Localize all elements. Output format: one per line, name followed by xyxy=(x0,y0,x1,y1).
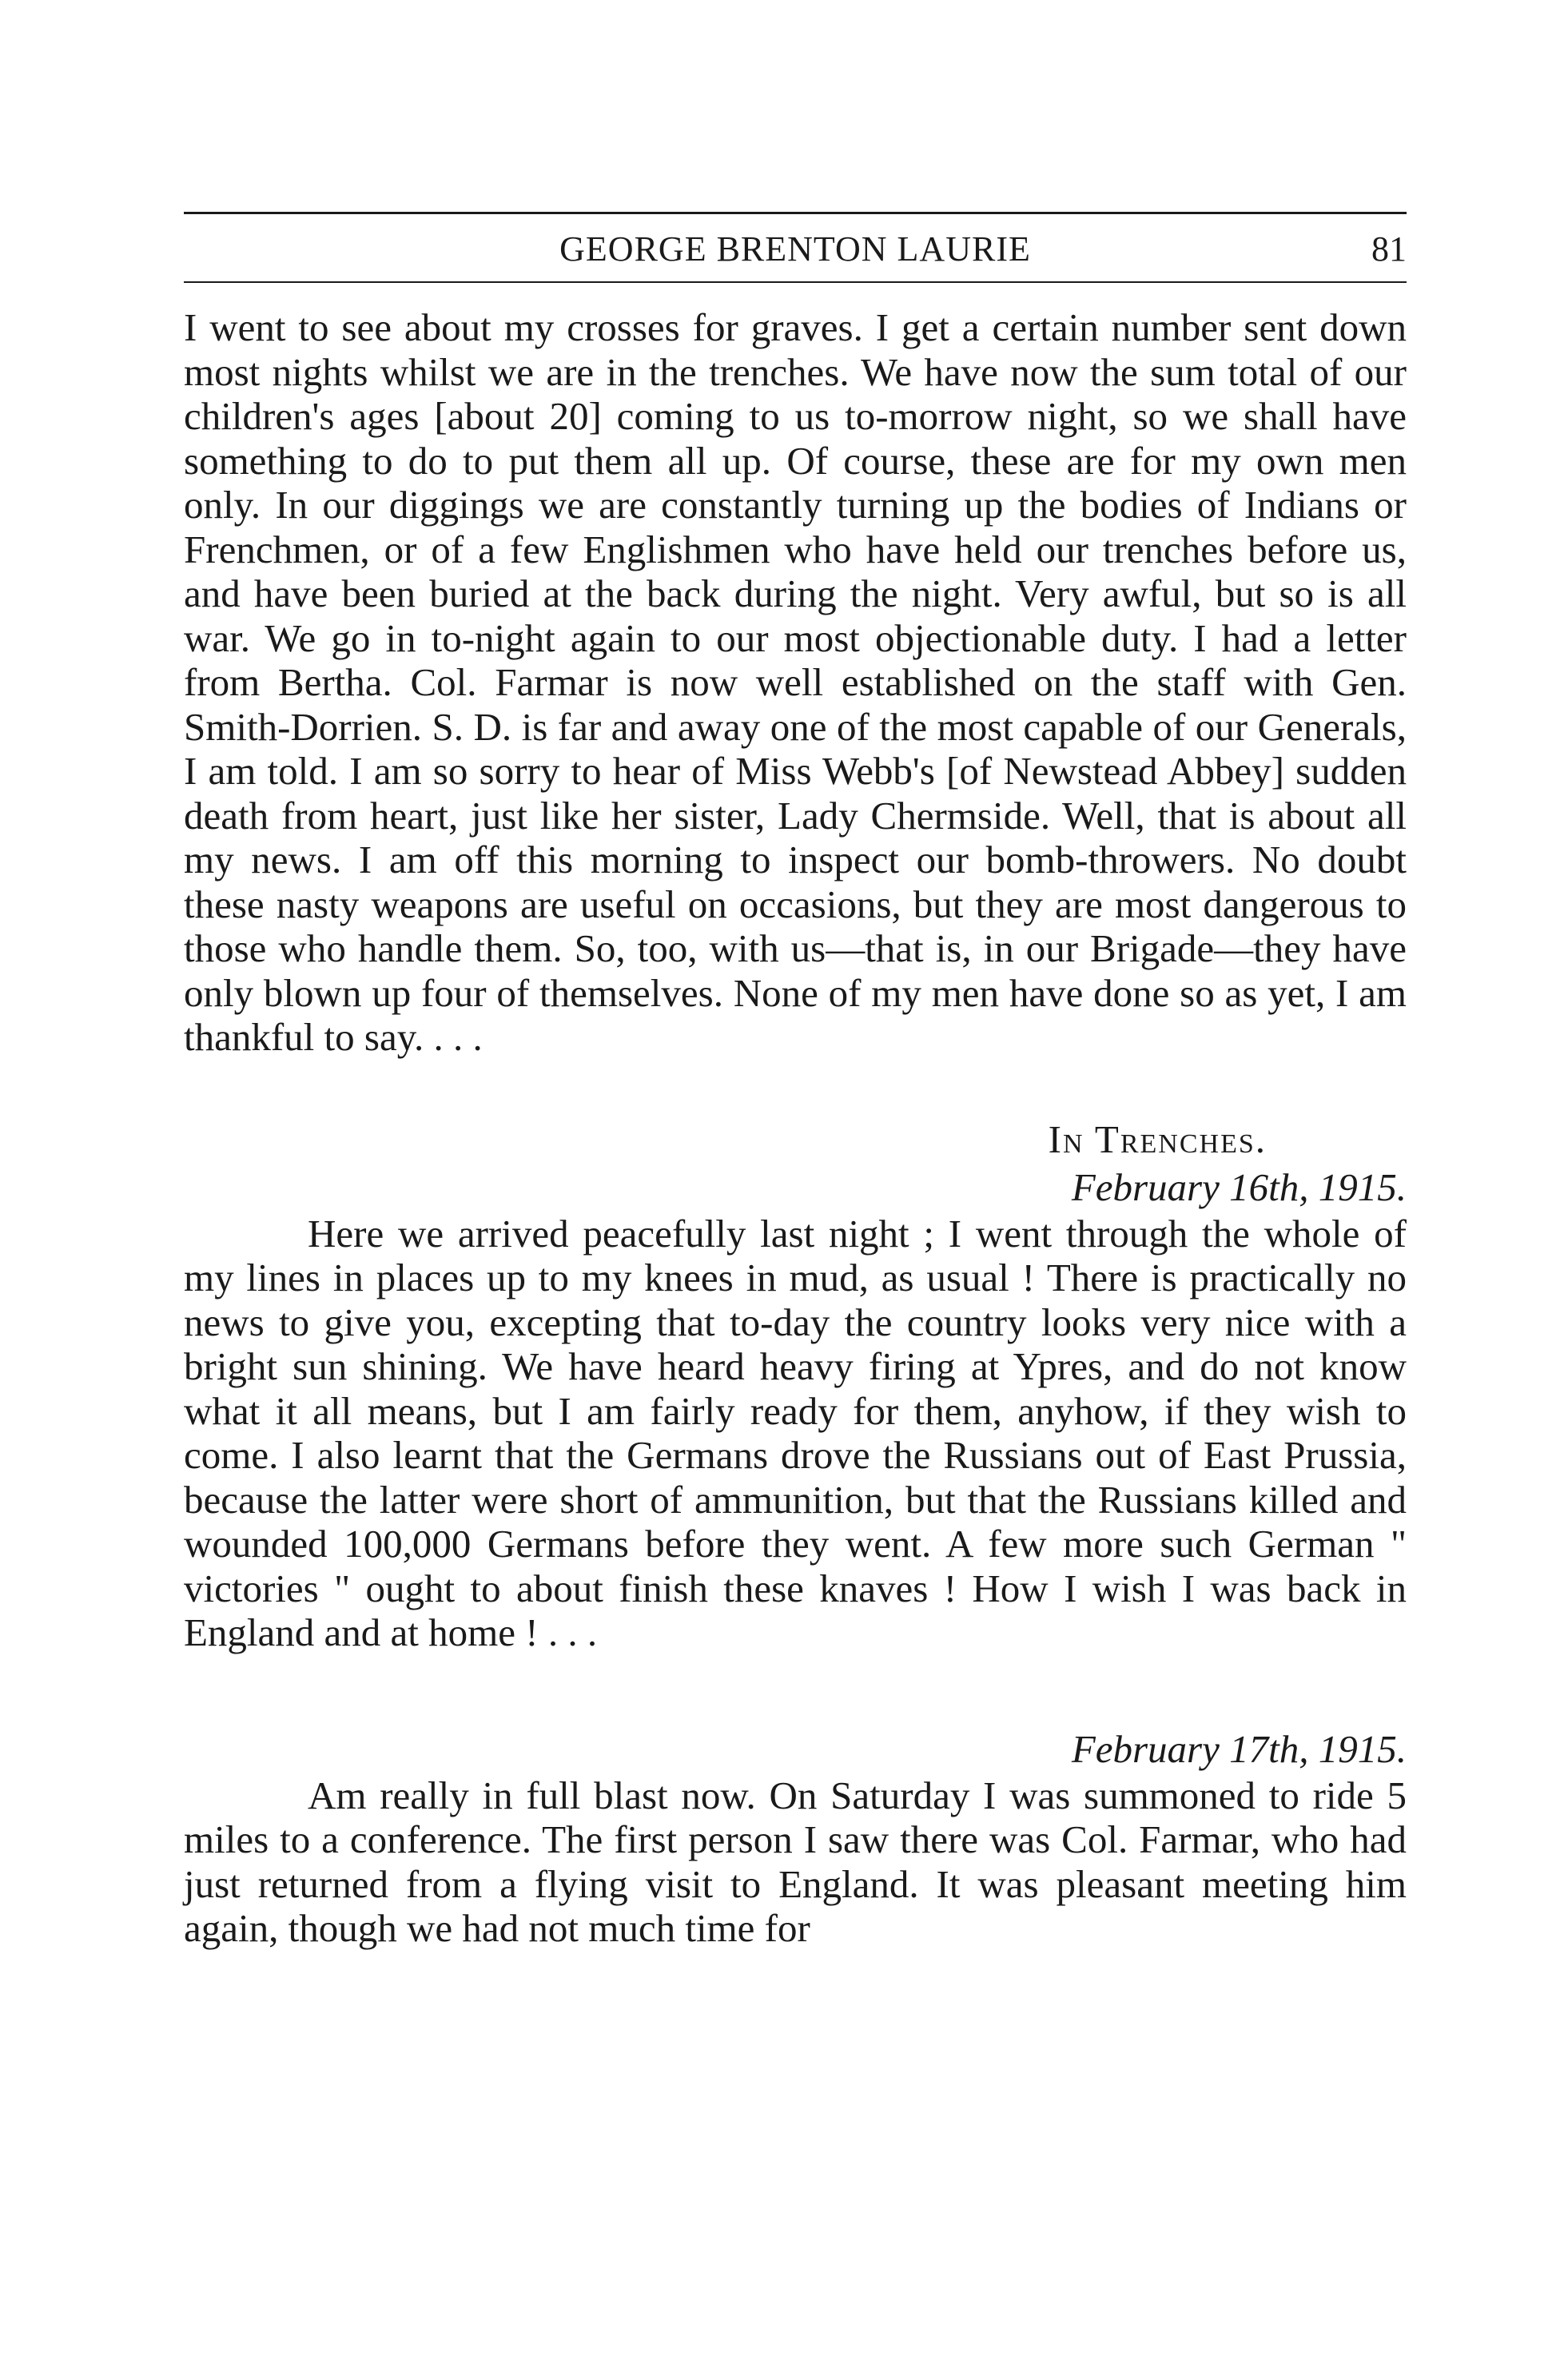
paragraph-full-blast: Am really in full blast now. On Saturday I was summoned to ride 5 miles to a conference. The first person I saw there was Col. Farmar, who had just returned from a flying visit to England. It was pleasant meeting him again, though we had not much time for xyxy=(184,1773,1407,1950)
location-text: In Trenches. xyxy=(1048,1116,1267,1161)
paragraph-arrived-peacefully: Here we arrived peacefully last night ; I went through the whole of my lines in places up to my knees in mud, as usual ! There is practically no news to give you, excepting that to-day the country looks very nice with a bright sun shining. We have heard heavy firing at Ypres, and do not know what it all means, but I am fairly ready for them, anyhow, if they wish to come. I also learnt that the Germans drove the Russians out of East Prussia, because the latter were short of ammunition, but that the Russians killed and wounded 100,000 Germans before they went. A few more such German " victories " ought to about finish these knaves ! How I wish I was back in England and at home ! . . . xyxy=(184,1211,1407,1654)
dateline-feb-17: February 17th, 1915. xyxy=(1071,1726,1407,1771)
book-page xyxy=(184,212,1407,1951)
section-break xyxy=(184,1655,1407,1725)
running-head xyxy=(184,212,1407,283)
paragraph-crosses-for-graves: I went to see about my crosses for graves. I get a certain number sent down most nights whilst we are in the trenches. We have now the sum total of our children's ages [about 20] coming to us to-morrow night, so we shall have something to do to put them all up. Of course, these are for my own men only. In our diggings we are constantly turning up the bodies of Indians or Frenchmen, or of a few Englishmen who have held our trenches before us, and have been buried at the back during the night. Very awful, but so is all war. We go in to-night again to our most objectionable duty. I had a letter from Bertha. Col. Farmar is now well established on the staff with Gen. Smith-Dorrien. S. D. is far and away one of the most capable of our Generals, I am told. I am so sorry to hear of Miss Webb's [of Newstead Abbey] sudden death from heart, just like her sister, Lady Chermside. Well, that is about all my news. I am off this morning to inspect our bomb-throwers. No doubt these nasty weapons are useful on occasions, but they are most dangerous to those who handle them. So, too, with us—that is, in our Brigade—they have only blown up four of themselves. None of my men have done so as yet, I am thankful to say. . . . xyxy=(184,305,1407,1059)
page-number: 81 xyxy=(1371,229,1407,269)
section-break xyxy=(184,1060,1407,1116)
dateline-feb-16: February 16th, 1915. xyxy=(1071,1164,1407,1209)
location-heading xyxy=(184,1116,1407,1164)
running-title: GEORGE BRENTON LAURIE xyxy=(559,229,1031,269)
